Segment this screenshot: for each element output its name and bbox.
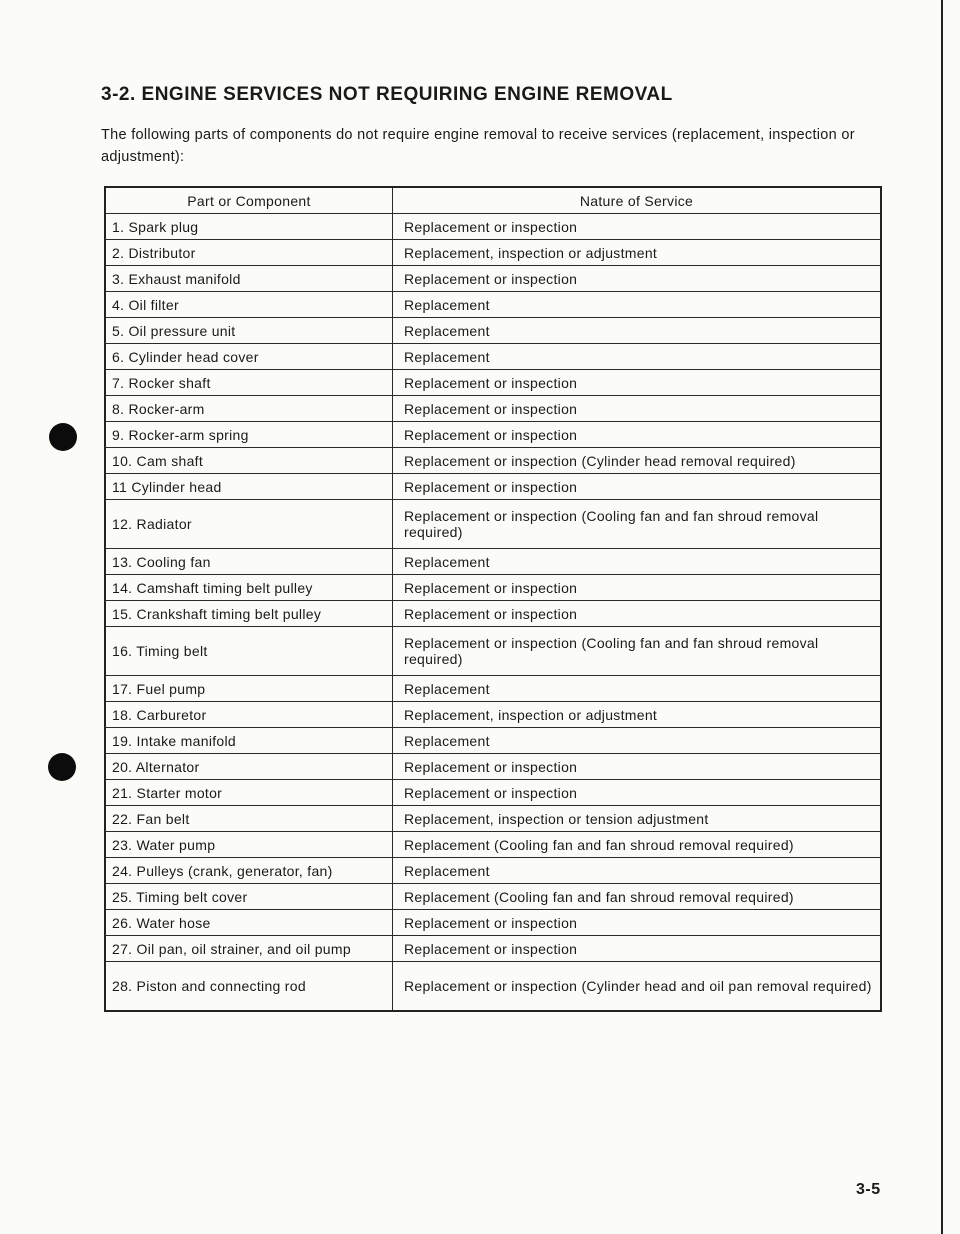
service-cell: Replacement (Cooling fan and fan shroud removal required) <box>393 832 882 858</box>
table-row <box>105 318 881 344</box>
part-cell: 3. Exhaust manifold <box>105 266 393 292</box>
service-cell: Replacement or inspection <box>393 266 882 292</box>
table-row <box>105 240 881 266</box>
table-row <box>105 754 881 780</box>
part-cell: 17. Fuel pump <box>105 676 393 702</box>
service-cell: Replacement <box>393 318 882 344</box>
part-cell: 28. Piston and connecting rod <box>105 962 393 1012</box>
part-cell: 25. Timing belt cover <box>105 884 393 910</box>
service-cell: Replacement or inspection <box>393 780 882 806</box>
service-cell: Replacement or inspection <box>393 396 882 422</box>
table-row <box>105 575 881 601</box>
table-row <box>105 806 881 832</box>
part-cell: 21. Starter motor <box>105 780 393 806</box>
service-cell: Replacement, inspection or adjustment <box>393 240 882 266</box>
header-part: Part or Component <box>105 187 393 214</box>
service-cell: Replacement or inspection (Cooling fan and fan shroud removal required) <box>393 627 882 676</box>
table-row <box>105 292 881 318</box>
part-cell: 9. Rocker-arm spring <box>105 422 393 448</box>
table-row <box>105 936 881 962</box>
part-cell: 15. Crankshaft timing belt pulley <box>105 601 393 627</box>
part-cell: 18. Carburetor <box>105 702 393 728</box>
part-cell: 1. Spark plug <box>105 214 393 240</box>
part-cell: 24. Pulleys (crank, generator, fan) <box>105 858 393 884</box>
service-cell: Replacement <box>393 676 882 702</box>
service-cell: Replacement or inspection <box>393 214 882 240</box>
service-cell: Replacement <box>393 549 882 575</box>
part-cell: 2. Distributor <box>105 240 393 266</box>
table-header-row <box>105 187 881 214</box>
service-cell: Replacement or inspection <box>393 754 882 780</box>
table-row <box>105 370 881 396</box>
table-row <box>105 832 881 858</box>
service-cell: Replacement or inspection <box>393 575 882 601</box>
part-cell: 22. Fan belt <box>105 806 393 832</box>
table-body <box>105 214 881 1012</box>
service-cell: Replacement or inspection <box>393 370 882 396</box>
table-row <box>105 214 881 240</box>
service-cell: Replacement or inspection (Cooling fan and fan shroud removal required) <box>393 500 882 549</box>
punch-hole <box>49 423 77 451</box>
service-cell: Replacement <box>393 858 882 884</box>
table-row <box>105 500 881 549</box>
part-cell: 27. Oil pan, oil strainer, and oil pump <box>105 936 393 962</box>
engine-services-table <box>104 186 882 1012</box>
part-cell: 14. Camshaft timing belt pulley <box>105 575 393 601</box>
service-cell: Replacement <box>393 292 882 318</box>
service-cell: Replacement or inspection <box>393 936 882 962</box>
part-cell: 26. Water hose <box>105 910 393 936</box>
table-row <box>105 627 881 676</box>
part-cell: 20. Alternator <box>105 754 393 780</box>
table-row <box>105 344 881 370</box>
part-cell: 23. Water pump <box>105 832 393 858</box>
part-cell: 6. Cylinder head cover <box>105 344 393 370</box>
punch-hole <box>48 753 76 781</box>
service-cell: Replacement, inspection or adjustment <box>393 702 882 728</box>
service-cell: Replacement or inspection <box>393 601 882 627</box>
table-row <box>105 422 881 448</box>
page-number: 3-5 <box>856 1181 881 1198</box>
table-row <box>105 676 881 702</box>
table-row <box>105 910 881 936</box>
part-cell: 4. Oil filter <box>105 292 393 318</box>
service-cell: Replacement <box>393 344 882 370</box>
header-service: Nature of Service <box>393 187 882 214</box>
service-cell: Replacement, inspection or tension adjustment <box>393 806 882 832</box>
service-cell: Replacement or inspection <box>393 474 882 500</box>
table-row <box>105 601 881 627</box>
section-heading: 3-2. ENGINE SERVICES NOT REQUIRING ENGINE REMOVAL <box>101 84 673 105</box>
part-cell: 12. Radiator <box>105 500 393 549</box>
table-row <box>105 702 881 728</box>
part-cell: 7. Rocker shaft <box>105 370 393 396</box>
table-row <box>105 396 881 422</box>
service-cell: Replacement or inspection (Cylinder head and oil pan removal required) <box>393 962 882 1012</box>
table-row <box>105 549 881 575</box>
service-cell: Replacement <box>393 728 882 754</box>
part-cell: 19. Intake manifold <box>105 728 393 754</box>
table-row <box>105 780 881 806</box>
table-row <box>105 474 881 500</box>
table-row <box>105 962 881 1012</box>
intro-paragraph: The following parts of components do not require engine removal to receive services (replacement, inspection or adjustment): <box>101 127 855 165</box>
service-cell: Replacement (Cooling fan and fan shroud removal required) <box>393 884 882 910</box>
table-row <box>105 266 881 292</box>
table-row <box>105 858 881 884</box>
table-row <box>105 884 881 910</box>
part-cell: 5. Oil pressure unit <box>105 318 393 344</box>
part-cell: 10. Cam shaft <box>105 448 393 474</box>
service-cell: Replacement or inspection <box>393 422 882 448</box>
part-cell: 13. Cooling fan <box>105 549 393 575</box>
part-cell: 16. Timing belt <box>105 627 393 676</box>
part-cell: 11 Cylinder head <box>105 474 393 500</box>
table-row <box>105 448 881 474</box>
table-row <box>105 728 881 754</box>
service-cell: Replacement or inspection (Cylinder head removal required) <box>393 448 882 474</box>
right-margin-rule <box>941 0 943 1234</box>
part-cell: 8. Rocker-arm <box>105 396 393 422</box>
service-cell: Replacement or inspection <box>393 910 882 936</box>
